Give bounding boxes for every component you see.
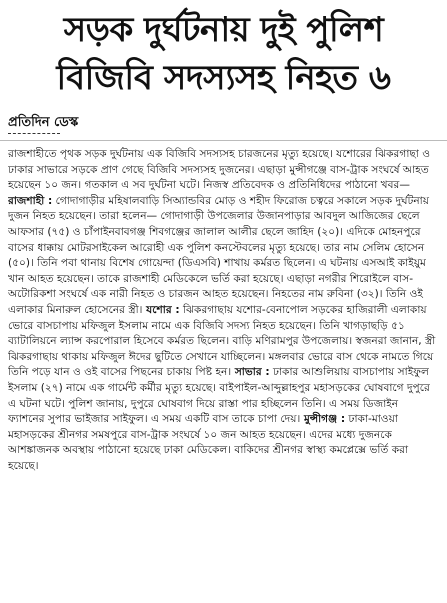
- article-text-intro: রাজশাহীতে পৃথক সড়ক দুর্ঘটনায় এক বিজিবি সদস্যসহ চারজনের মৃত্যু হয়েছে। যশোরের ঝিকরগাছা ও ঢাকার সাভারে সড়কে প্রাণ গেছে বিজিবি সদস্যসহ দুজনের। এছাড়া মুন্সীগঞ্জে বাস-ট্রাক সংঘর্ষে আহত হয়েছেন ১০ জন। গতকাল এ সব দুর্ঘটনা ঘটে। নিজস্ব প্রতিবেদক ও প্রতিনিধিদের পাঠানো খবর—: [8, 148, 431, 192]
- article-text-savar: ঢাকার আশুলিয়ায় বাসচাপায় সাইফুল ইসলাম (২৭) নামে এক গার্মেন্ট কর্মীর মৃত্যু হয়েছে। বাইপাইল-আব্দুল্লাহপুর মহাসড়কের ঘোষবাগে দুপুরে এ ঘটনা ঘটে। পুলিশ জানায়, দুপুরে ঘোষবাগ দিয়ে রাস্তা পার হচ্ছিলেন তিনি। এ সময় ডিজাইন ফ্যাশনের সুপার ভাইজার সাইফুল। এ সময় একটি বাস তাকে চাপা দেয়।: [8, 366, 430, 426]
- article-body: [8, 147, 436, 474]
- location-jashore: যশোর :: [142, 303, 180, 316]
- article-paragraph: [8, 147, 436, 474]
- headline-line-2: বিজিবি সদস্যসহ নিহত ৬: [56, 58, 391, 98]
- location-rajshahi: রাজশাহী :: [8, 194, 53, 207]
- article-text-rajshahi: গোদাগাড়ীর মহিষালবাড়ি সিঅ্যান্ডবির মোড় ও শহীদ ফিরোজ চত্বরে সকালে সড়ক দুর্ঘটনায় দুজন নিহত হয়েছেন। তারা হলেন— গোদাগাড়ী উপজেলার উজানপাড়ার আবদুল আজিজের ছেলে আফসার (৭৫) ও চাঁপাইনবাবগঞ্জ শিবগঞ্জের জালাল আলীর ছেলে জাহিদ (২০)। এদিকে মোহনপুরে বাসের ধাক্কায় মোটরসাইকেল আরোহী এক পুলিশ কনস্টেবলের মৃত্যু হয়েছে। তার নাম সেলিম হোসেন (৫০)। তিনি পবা থানায় বিশেষ গোয়েন্দা (ডিএসবি) শাখায় কর্মরত ছিলেন। এ ঘটনায় এসআই কাইয়ুম খান আহত হয়েছেন। তাকে রাজশাহী মেডিকেলে ভর্তি করা হয়েছে। এছাড়া নগরীর শিরোইলে বাস-অটোরিকশা সংঘর্ষে এক নারী নিহত ও চারজন আহত হয়েছেন। নিহতের নাম রুবিনা (৩২)। তিনি ওই এলাকার মিনারুল হোসেনের স্ত্রী।: [8, 194, 429, 316]
- headline-line-1: সড়ক দুর্ঘটনায় দুই পুলিশ: [63, 10, 384, 50]
- header-separator: [0, 140, 447, 141]
- article-text-munshiganj: ঢাকা-মাওয়া মহাসড়কের শ্রীনগর সমষপুরে বাস-ট্রাক সংঘর্ষে ১০ জন আহত হয়েছেন। এদের মধ্যে দুজনকে আশঙ্কাজনক অবস্থায় পাঠানো হয়েছে ঢাকা মেডিকেল। বাকিদের শ্রীনগর স্বাস্থ্য কমপ্লেক্সে ভর্তি করা হয়েছে।: [8, 413, 409, 472]
- article-text-jashore: ঝিকরগাছায় যশোর-বেনাপোল সড়কের হাজিরালী এলাকায় ভোরে বাসচাপায় মফিজুল ইসলাম নামে এক বিজিবি সদস্য নিহত হয়েছেন। তিনি খাগড়াছড়ি ৫১ ব্যাটালিয়নে ল্যান্স করপোরাল হিসেবে কর্মরত ছিলেন। বাড়ি মণিরামপুর উপজেলায়। স্বজনরা জানান, স্ত্রী ঝিকরগাছায় থাকায় মফিজুল ঈদের ছুটিতে সেখানে যাচ্ছিলেন। মঙ্গলবার ভোরে বাস থেকে নামতে গিয়ে তিনি পড়ে যান ও ওই বাসের পিছনের চাকায় পিষ্ট হন।: [8, 303, 436, 379]
- byline: প্রতিদিন ডেস্ক: [8, 115, 79, 130]
- byline-underline: [8, 133, 60, 134]
- location-savar: সাভার :: [231, 366, 270, 379]
- location-munshiganj: মুন্সীগঞ্জ :: [300, 413, 346, 426]
